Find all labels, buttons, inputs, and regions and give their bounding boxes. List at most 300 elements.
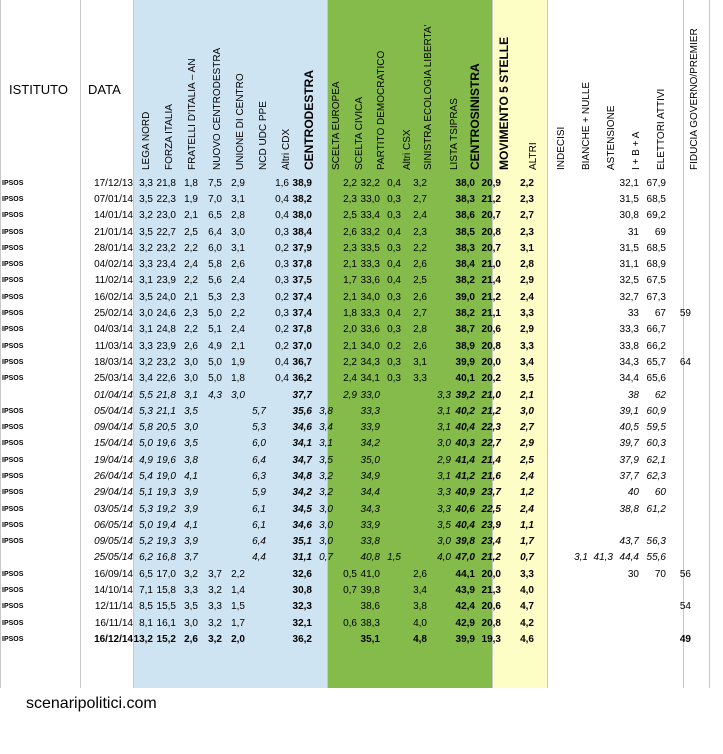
cell-value: 1,7: [520, 536, 534, 548]
cell-value: [563, 338, 588, 354]
cell-value: 34,3: [360, 503, 380, 515]
cell-value: 3,2: [319, 470, 333, 482]
cell-value: [245, 240, 266, 256]
cell-value: [245, 338, 266, 354]
cell-value: [222, 501, 245, 517]
cell-value: [312, 175, 333, 191]
cell-value: 2,3: [184, 308, 198, 320]
cell-value: [401, 501, 427, 517]
cell-value: [534, 175, 563, 191]
cell-value: [427, 256, 451, 272]
cell-value: 60: [654, 487, 666, 499]
cell-value: [666, 191, 691, 207]
cell-value: 24,8: [156, 324, 176, 336]
cell-value: [266, 403, 289, 419]
cell-value: 3,3: [139, 340, 153, 352]
cell-value: 38,6: [455, 210, 475, 222]
cell-value: 34,4: [619, 373, 639, 385]
cell-value: 37,4: [292, 308, 312, 320]
cell-value: 3,0: [184, 617, 198, 629]
cell-value: [312, 338, 333, 354]
cell-value: 2,7: [520, 422, 534, 434]
cell-value: [639, 517, 666, 533]
cell-value: 3,3: [139, 177, 153, 189]
cell-value: 1,2: [520, 487, 534, 499]
cell-value: 65,7: [646, 356, 666, 368]
cell-value: [245, 354, 266, 370]
cell-value: 59,5: [646, 422, 666, 434]
cell-value: 3,0: [184, 422, 198, 434]
cell-value: 38,0: [292, 210, 312, 222]
cell-value: [401, 387, 427, 403]
cell-value: 40,4: [455, 422, 475, 434]
cell-value: 3,4: [520, 356, 534, 368]
cell-value: [380, 436, 401, 452]
cell-value: [333, 599, 357, 615]
cell-value: 2,0: [231, 633, 245, 645]
cell-value: 34,9: [360, 470, 380, 482]
table-row: [0, 403, 691, 419]
table-row: [0, 305, 691, 321]
cell-value: 22,3: [481, 422, 501, 434]
cell-value: 6,2: [139, 552, 153, 564]
column-header-fratelli: [186, 4, 202, 170]
column-header-elettori-attivi: [655, 4, 671, 170]
cell-value: [401, 419, 427, 435]
cell-value: 2,2: [343, 177, 357, 189]
cell-value: 3,8: [413, 601, 427, 613]
cell-value: 15,2: [156, 633, 176, 645]
cell-value: [380, 631, 401, 647]
cell-value: 6,4: [252, 454, 266, 466]
cell-value: [198, 550, 222, 566]
cell-value: 2,5: [520, 454, 534, 466]
column-header-nuovo-cd: [211, 4, 227, 170]
cell-date: 12/11/14: [94, 601, 133, 613]
cell-value: 61,2: [646, 503, 666, 515]
cell-value: [588, 322, 613, 338]
cell-value: 64: [679, 356, 691, 368]
cell-value: 3,0: [184, 373, 198, 385]
column-header-label: PARTITO DEMOCRATICO: [376, 50, 387, 170]
cell-value: 5,4: [139, 470, 153, 482]
cell-value: 33,8: [619, 340, 639, 352]
cell-value: [563, 582, 588, 598]
cell-value: [427, 289, 451, 305]
cell-value: 23,2: [156, 242, 176, 254]
cell-value: [666, 273, 691, 289]
cell-value: [401, 403, 427, 419]
cell-value: 3,3: [208, 601, 222, 613]
cell-value: 3,3: [437, 389, 451, 401]
cell-value: 0,7: [520, 552, 534, 564]
cell-value: [588, 208, 613, 224]
cell-value: 3,5: [139, 226, 153, 238]
cell-value: [401, 485, 427, 501]
cell-value: 23,9: [156, 340, 176, 352]
cell-value: 39,8: [360, 585, 380, 597]
cell-value: 3,2: [139, 356, 153, 368]
cell-value: 62,1: [646, 454, 666, 466]
cell-value: 21,3: [481, 585, 501, 597]
table-row: [0, 338, 691, 354]
cell-value: [534, 566, 563, 582]
cell-value: [380, 485, 401, 501]
cell-value: [427, 224, 451, 240]
cell-value: [427, 582, 451, 598]
cell-value: 2,5: [413, 275, 427, 287]
cell-value: [427, 566, 451, 582]
column-header-label: BIANCHE + NULLE: [581, 81, 592, 170]
column-header-scelta-europea: [330, 4, 346, 170]
table-row: [0, 354, 691, 370]
cell-value: 20,6: [481, 324, 501, 336]
cell-value: 2,4: [184, 259, 198, 271]
cell-value: 2,0: [343, 324, 357, 336]
cell-value: [266, 468, 289, 484]
cell-date: 16/09/14: [94, 568, 133, 580]
cell-value: 2,8: [413, 324, 427, 336]
header-data: DATA: [88, 82, 121, 97]
cell-value: [588, 191, 613, 207]
cell-date: 16/12/14: [94, 633, 133, 645]
cell-value: 2,9: [437, 454, 451, 466]
cell-value: 3,0: [319, 503, 333, 515]
column-header-label: SINISTRA ECOLOGIA LIBERTA': [423, 24, 434, 170]
cell-value: [427, 371, 451, 387]
cell-value: [401, 534, 427, 550]
cell-value: [266, 534, 289, 550]
cell-value: 4,1: [184, 470, 198, 482]
cell-value: [534, 354, 563, 370]
cell-date: 25/02/14: [94, 308, 133, 320]
cell-value: 6,0: [252, 438, 266, 450]
cell-value: 34,2: [360, 438, 380, 450]
cell-value: [245, 615, 266, 631]
cell-value: 36,7: [292, 356, 312, 368]
cell-value: 2,9: [343, 389, 357, 401]
cell-value: 38,8: [619, 503, 639, 515]
cell-value: [198, 452, 222, 468]
cell-value: [312, 305, 333, 321]
cell-value: 21,8: [156, 389, 176, 401]
cell-value: 0,4: [387, 177, 401, 189]
cell-value: 38,3: [455, 193, 475, 205]
cell-value: 1,7: [231, 617, 245, 629]
cell-value: 24,0: [156, 291, 176, 303]
cell-value: 0,3: [387, 242, 401, 254]
cell-value: 0,3: [275, 259, 289, 271]
cell-value: 3,4: [139, 373, 153, 385]
cell-value: 20,7: [481, 210, 501, 222]
cell-value: 32,7: [619, 291, 639, 303]
cell-value: [380, 387, 401, 403]
cell-value: [427, 338, 451, 354]
cell-value: 70: [654, 568, 666, 580]
cell-value: 32,6: [292, 568, 312, 580]
column-header-ibaa: [630, 4, 646, 170]
cell-value: 3,1: [231, 193, 245, 205]
cell-value: 1,4: [231, 585, 245, 597]
cell-value: 3,1: [413, 356, 427, 368]
table-row: [0, 517, 691, 533]
cell-value: 3,1: [437, 422, 451, 434]
cell-value: 41,3: [593, 552, 613, 564]
cell-value: 3,2: [139, 242, 153, 254]
cell-value: [588, 419, 613, 435]
cell-value: 21,2: [481, 405, 501, 417]
cell-value: 0,3: [387, 291, 401, 303]
cell-value: 2,4: [520, 470, 534, 482]
cell-istituto: IPSOS: [2, 293, 24, 301]
cell-value: 38,0: [455, 177, 475, 189]
cell-value: [312, 631, 333, 647]
cell-value: 2,1: [343, 259, 357, 271]
cell-value: 0,6: [343, 617, 357, 629]
cell-value: 39,9: [455, 356, 475, 368]
cell-value: 3,5: [184, 438, 198, 450]
cell-value: 33,3: [360, 405, 380, 417]
cell-date: 25/05/14: [94, 552, 133, 564]
cell-value: 30,8: [292, 585, 312, 597]
cell-istituto: IPSOS: [2, 570, 24, 578]
cell-value: [380, 582, 401, 598]
cell-value: 3,0: [319, 519, 333, 531]
cell-value: 40,4: [455, 519, 475, 531]
cell-value: 31,5: [619, 193, 639, 205]
cell-value: 39,0: [455, 291, 475, 303]
cell-value: 23,9: [156, 275, 176, 287]
cell-value: 20,0: [481, 568, 501, 580]
cell-value: 37,9: [619, 454, 639, 466]
cell-value: 20,2: [481, 373, 501, 385]
cell-value: [245, 191, 266, 207]
cell-value: [245, 371, 266, 387]
cell-value: 16,1: [156, 617, 176, 629]
table-row: [0, 387, 691, 403]
cell-value: [312, 615, 333, 631]
cell-value: 1,8: [343, 308, 357, 320]
cell-value: [666, 208, 691, 224]
cell-value: [401, 550, 427, 566]
cell-value: [534, 191, 563, 207]
cell-value: 3,1: [574, 552, 588, 564]
cell-value: 62: [654, 389, 666, 401]
cell-value: [245, 224, 266, 240]
table-row: [0, 599, 691, 615]
cell-value: 35,1: [292, 536, 312, 548]
cell-date: 01/04/14: [94, 389, 133, 401]
cell-value: 21,8: [156, 177, 176, 189]
cell-date: 25/03/14: [94, 373, 133, 385]
cell-value: [222, 403, 245, 419]
cell-value: 22,3: [156, 193, 176, 205]
cell-value: [222, 550, 245, 566]
cell-value: [563, 485, 588, 501]
cell-date: 19/04/14: [94, 454, 133, 466]
cell-value: [563, 419, 588, 435]
cell-value: 43,7: [619, 536, 639, 548]
cell-value: [563, 403, 588, 419]
cell-value: 24,6: [156, 308, 176, 320]
cell-value: 5,0: [208, 373, 222, 385]
cell-value: 35,6: [292, 405, 312, 417]
cell-value: [312, 191, 333, 207]
cell-value: [266, 582, 289, 598]
cell-value: 34,5: [292, 503, 312, 515]
cell-value: [245, 582, 266, 598]
cell-value: 38,6: [360, 601, 380, 613]
column-header-label: INDECISI: [556, 126, 567, 170]
cell-value: [245, 322, 266, 338]
cell-value: 0,5: [343, 568, 357, 580]
cell-date: 16/11/14: [94, 617, 133, 629]
cell-istituto: IPSOS: [2, 342, 24, 350]
cell-value: [266, 387, 289, 403]
cell-value: 67,5: [646, 275, 666, 287]
cell-value: 40,6: [455, 503, 475, 515]
cell-value: 35,1: [360, 633, 380, 645]
cell-value: 3,5: [184, 405, 198, 417]
cell-value: [266, 550, 289, 566]
cell-value: 0,3: [275, 275, 289, 287]
cell-value: [563, 322, 588, 338]
cell-value: [222, 452, 245, 468]
cell-value: 2,6: [413, 568, 427, 580]
cell-value: [666, 175, 691, 191]
cell-value: [427, 322, 451, 338]
cell-value: 2,6: [231, 259, 245, 271]
cell-value: [266, 452, 289, 468]
cell-value: 41,0: [360, 568, 380, 580]
cell-value: 67,3: [646, 291, 666, 303]
cell-value: 21,1: [481, 308, 501, 320]
cell-value: [401, 468, 427, 484]
cell-value: 0,4: [275, 373, 289, 385]
cell-value: [245, 599, 266, 615]
cell-date: 18/03/14: [94, 356, 133, 368]
cell-value: 5,9: [252, 487, 266, 499]
cell-value: [333, 534, 357, 550]
cell-date: 07/01/14: [94, 193, 133, 205]
cell-value: 4,3: [208, 389, 222, 401]
column-header-label: NCD UDC PPE: [258, 101, 269, 170]
column-header-pd: [375, 4, 391, 170]
cell-value: 2,2: [184, 242, 198, 254]
table-row: [0, 566, 691, 582]
cell-value: [613, 631, 639, 647]
table-row: [0, 468, 691, 484]
column-header-label: FRATELLI D'ITALIA – AN: [187, 58, 198, 170]
cell-value: 3,2: [208, 617, 222, 629]
cell-value: [588, 436, 613, 452]
cell-value: 37,7: [619, 470, 639, 482]
cell-value: [401, 452, 427, 468]
cell-value: 33,3: [619, 324, 639, 336]
cell-value: 3,5: [437, 519, 451, 531]
cell-value: 2,4: [413, 210, 427, 222]
cell-value: 2,6: [413, 259, 427, 271]
cell-value: 3,1: [437, 405, 451, 417]
cell-value: 2,1: [184, 210, 198, 222]
cell-value: [588, 566, 613, 582]
cell-value: [427, 191, 451, 207]
table-row: [0, 289, 691, 305]
cell-value: [563, 208, 588, 224]
cell-value: [312, 387, 333, 403]
cell-value: [563, 387, 588, 403]
cell-value: 38,4: [455, 259, 475, 271]
cell-value: 19,3: [156, 536, 176, 548]
cell-value: 20,0: [481, 356, 501, 368]
cell-istituto: IPSOS: [2, 310, 24, 318]
cell-value: [563, 501, 588, 517]
cell-value: 2,9: [520, 275, 534, 287]
cell-date: 09/05/14: [94, 536, 133, 548]
cell-value: 1,6: [275, 177, 289, 189]
cell-value: 2,2: [231, 568, 245, 580]
cell-value: 3,7: [184, 552, 198, 564]
cell-value: 38,4: [292, 226, 312, 238]
cell-value: 3,5: [139, 291, 153, 303]
cell-value: 2,4: [520, 291, 534, 303]
cell-value: 32,2: [360, 177, 380, 189]
cell-value: 32,1: [619, 177, 639, 189]
cell-value: 2,4: [231, 275, 245, 287]
cell-istituto: IPSOS: [2, 472, 24, 480]
cell-value: [563, 517, 588, 533]
cell-value: 8,1: [139, 617, 153, 629]
cell-date: 16/02/14: [94, 291, 133, 303]
cell-value: 23,2: [156, 356, 176, 368]
cell-value: [380, 517, 401, 533]
cell-value: 3,2: [139, 210, 153, 222]
cell-date: 04/03/14: [94, 324, 133, 336]
cell-value: 1,8: [184, 177, 198, 189]
cell-value: 0,3: [387, 356, 401, 368]
cell-value: [666, 582, 691, 598]
column-header-fiducia: [688, 4, 704, 170]
cell-value: 3,3: [184, 585, 198, 597]
cell-date: 09/04/14: [94, 422, 133, 434]
cell-value: [588, 485, 613, 501]
cell-value: 20,8: [481, 617, 501, 629]
cell-value: 21,4: [481, 275, 501, 287]
cell-value: 2,6: [184, 340, 198, 352]
cell-value: 0,4: [275, 193, 289, 205]
cell-value: 5,8: [208, 259, 222, 271]
cell-istituto: IPSOS: [2, 521, 24, 529]
cell-value: 39,1: [619, 405, 639, 417]
cell-value: [563, 371, 588, 387]
cell-value: [534, 338, 563, 354]
cell-value: 3,1: [437, 470, 451, 482]
cell-value: 19,0: [156, 470, 176, 482]
cell-value: 4,2: [520, 617, 534, 629]
cell-value: [613, 615, 639, 631]
cell-value: [563, 452, 588, 468]
cell-value: 3,1: [231, 242, 245, 254]
column-header-label: CENTRODESTRA: [302, 69, 316, 170]
cell-value: 3,8: [184, 454, 198, 466]
cell-value: [222, 517, 245, 533]
cell-value: 2,6: [413, 340, 427, 352]
cell-value: [666, 322, 691, 338]
table-row: [0, 534, 691, 550]
cell-value: 0,4: [387, 275, 401, 287]
cell-value: 3,0: [231, 389, 245, 401]
cell-value: [198, 485, 222, 501]
